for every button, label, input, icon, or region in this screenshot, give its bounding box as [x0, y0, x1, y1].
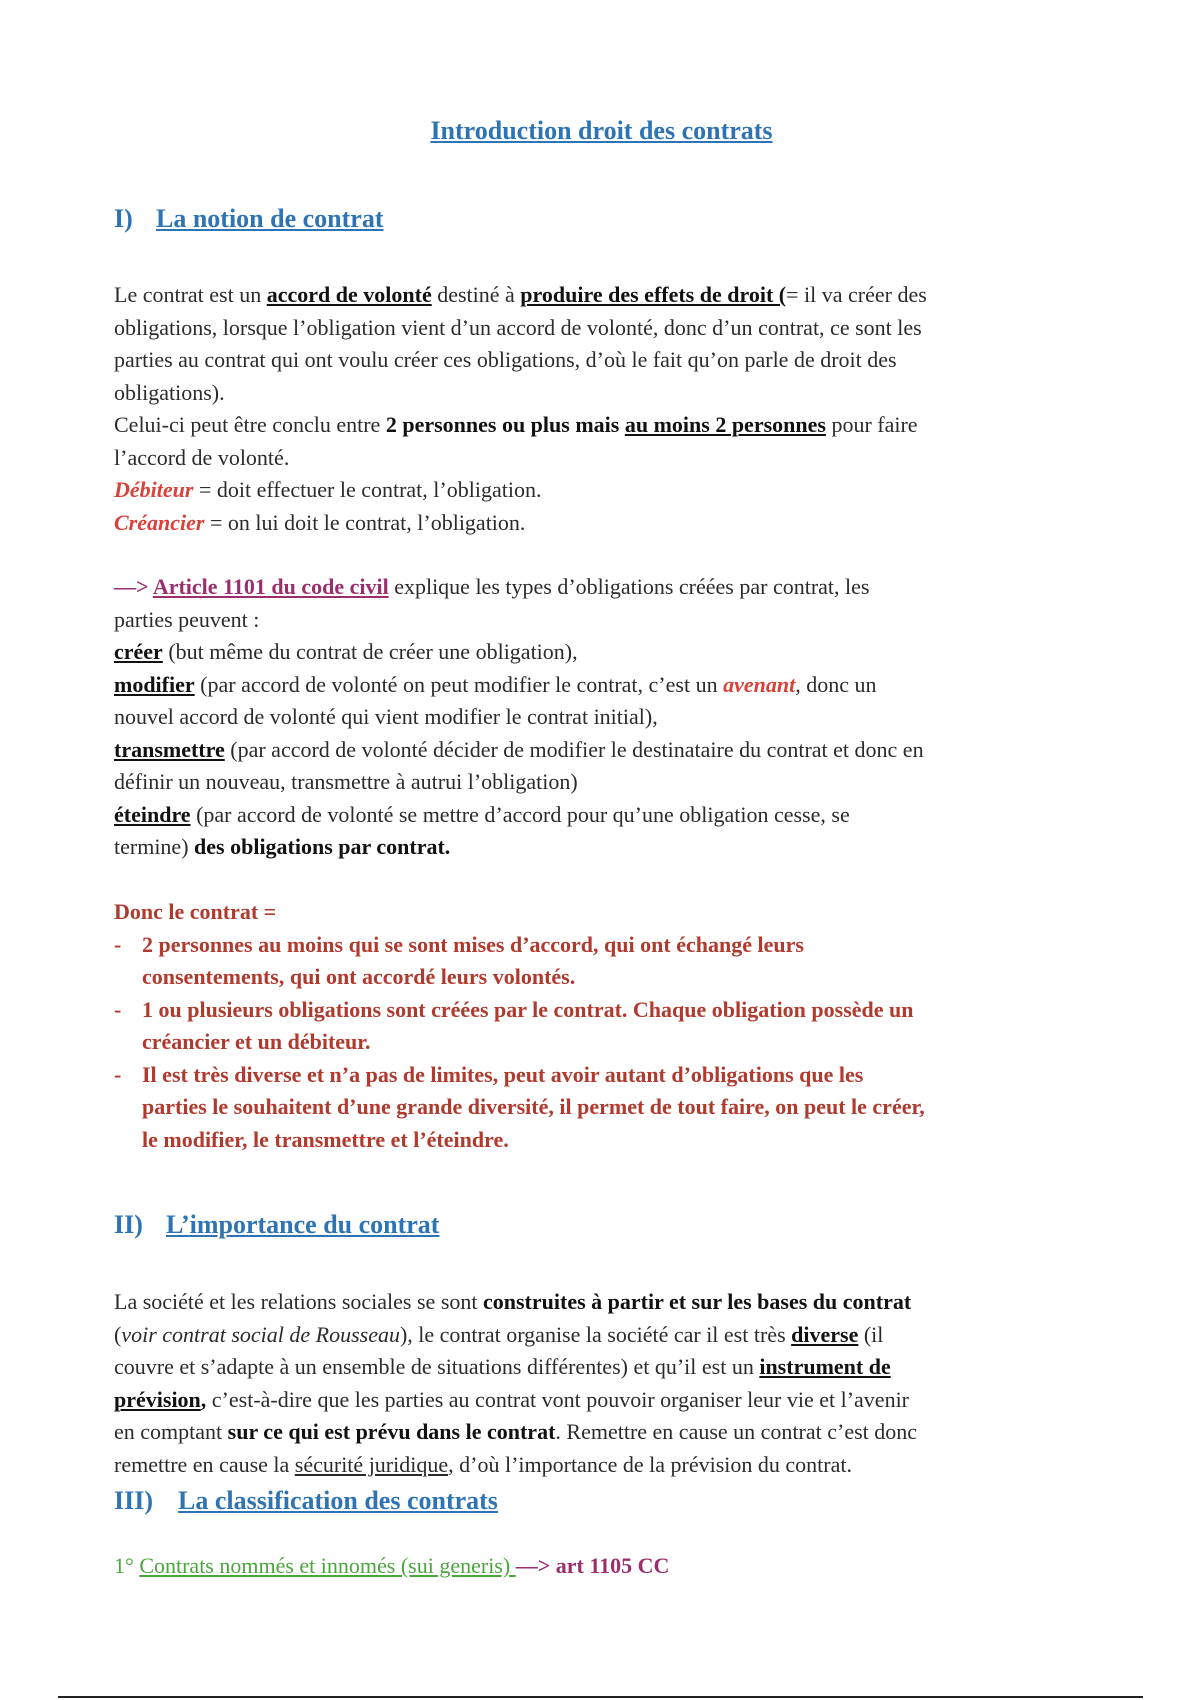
section-label: L’importance du contrat: [166, 1210, 440, 1239]
section-label: La classification des contrats: [178, 1486, 498, 1515]
text-line: termine) des obligations par contrat.: [114, 834, 451, 859]
page-bottom-rule: [58, 1696, 1143, 1698]
paragraph-definition: [114, 279, 1089, 539]
list-item: éteindre (par accord de volonté se mettre d’accord pour qu’une obligation cesse, se: [114, 801, 850, 827]
list-item: créer (but même du contrat de créer une obligation),: [114, 639, 578, 664]
text-line: parties au contrat qui ont voulu créer ces obligations, d’où le fait qu’on parle de droit des: [114, 347, 897, 372]
text-line: remettre en cause la sécurité juridique, d’où l’importance de la prévision du contrat.: [114, 1451, 852, 1477]
text-line: prévision, c’est-à-dire que les parties au contrat vont pouvoir organiser leur vie et l’avenir: [114, 1386, 910, 1412]
section-number: III): [114, 1486, 154, 1515]
section-heading-3: [114, 1486, 498, 1516]
section-heading-2: [114, 1210, 439, 1240]
text-line: obligations, lorsque l’obligation vient d’un accord de volonté, donc d’un contrat, ce sont les: [114, 314, 922, 340]
list-item: transmettre (par accord de volonté décider de modifier le destinataire du contrat et donc en: [114, 736, 924, 762]
text-line: (voir contrat social de Rousseau), le contrat organise la société car il est très diverse (il: [114, 1321, 884, 1347]
section-label: La notion de contrat: [156, 204, 384, 233]
subsection-label: Contrats nommés et innomés (sui generis): [139, 1553, 516, 1578]
summary-heading: Donc le contrat =: [114, 899, 277, 924]
text-line: l’accord de volonté.: [114, 444, 290, 470]
text-line: couvre et s’adapte à un ensemble de situations différentes) et qu’il est un instrument de: [114, 1354, 891, 1379]
section-number: I): [114, 204, 133, 233]
definition-debiteur: Débiteur = doit effectuer le contrat, l’obligation.: [114, 477, 542, 502]
section-heading-1: [114, 204, 384, 234]
paragraph-importance: [114, 1286, 1089, 1481]
page-title: Introduction droit des contrats: [430, 116, 773, 145]
list-item: - Il est très diverse et n’a pas de limites, peut avoir autant d’obligations que les parties le souhaitent d’une grande diversité, il permet de tout faire, on peut le créer, le modifier, le transmettre et l’éteindre.: [114, 1061, 925, 1152]
text-line: définir un nouveau, transmettre à autrui l’obligation): [114, 769, 578, 794]
text-line: La société et les relations sociales se sont construites à partir et sur les bases du contrat: [114, 1289, 912, 1314]
list-item: - 2 personnes au moins qui se sont mises d’accord, qui ont échangé leurs consentements, qui ont accordé leurs volontés.: [114, 931, 804, 989]
article-reference: Article 1101 du code civil: [152, 574, 389, 599]
text-line: Le contrat est un accord de volonté destiné à produire des effets de droit (= il va créer des: [114, 282, 927, 307]
text-line: parties peuvent :: [114, 606, 260, 632]
paragraph-article-1101: [114, 571, 1089, 864]
text-line: Celui-ci peut être conclu entre 2 personnes ou plus mais au moins 2 personnes pour faire: [114, 412, 918, 437]
section-number: II): [114, 1210, 143, 1239]
list-item: modifier (par accord de volonté on peut modifier le contrat, c’est un avenant, donc un: [114, 671, 877, 697]
summary-block: [114, 896, 1089, 1156]
article-reference: —> art 1105 CC: [515, 1553, 670, 1578]
subsection-1: 1° Contrats nommés et innomés (sui generis) —> art 1105 CC: [114, 1553, 670, 1578]
definition-creancier: Créancier = on lui doit le contrat, l’obligation.: [114, 509, 526, 535]
text-line: nouvel accord de volonté qui vient modifier le contrat initial),: [114, 704, 658, 729]
text-line: en comptant sur ce qui est prévu dans le contrat. Remettre en cause un contrat c’est donc: [114, 1419, 918, 1444]
text-line: —> Article 1101 du code civil explique les types d’obligations créées par contrat, les: [114, 574, 870, 599]
text-line: obligations).: [114, 379, 225, 405]
list-item: - 1 ou plusieurs obligations sont créées par le contrat. Chaque obligation possède un créancier et un débiteur.: [114, 996, 914, 1054]
